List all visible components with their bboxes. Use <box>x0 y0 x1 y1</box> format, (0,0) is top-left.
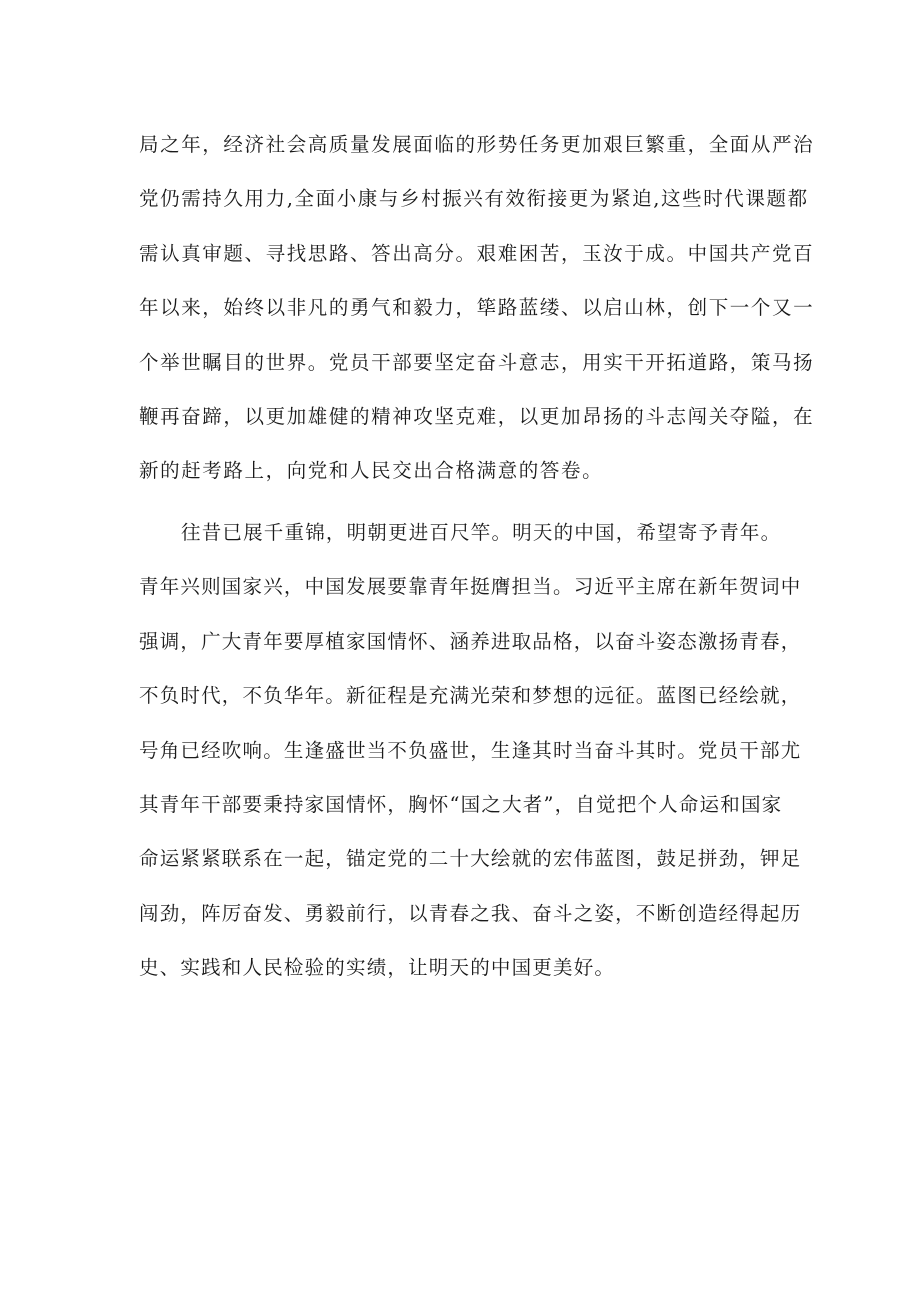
paragraph-line: 需认真审题、寻找思路、答出高分。艰难困苦，玉汝于成。中国共产党百 <box>139 241 815 265</box>
paragraph-line: 年以来，始终以非凡的勇气和毅力，筚路蓝缕、以启山林，创下一个又一 <box>139 296 815 320</box>
paragraph-line: 鞭再奋蹄，以更加雄健的精神攻坚克难，以更加昂扬的斗志闯关夺隘，在 <box>139 404 815 428</box>
paragraph-line: 新的赶考路上，向党和人民交出合格满意的答卷。 <box>139 459 604 483</box>
paragraph-line: 闯劲，阵厉奋发、勇毅前行，以青春之我、奋斗之姿，不断创造经得起历 <box>139 901 802 925</box>
paragraph-line: 党仍需持久用力,全面小康与乡村振兴有效衔接更为紧迫,这些时代课题都 <box>139 187 809 211</box>
paragraph-line: 命运紧紧联系在一起，锚定党的二十大绘就的宏伟蓝图，鼓足拼劲，钾足 <box>139 847 802 871</box>
paragraph-2 <box>139 518 802 1008</box>
paragraph-line: 其青年干部要秉持家国情怀，胸怀“国之大者”，自觉把个人命运和国家 <box>139 792 783 816</box>
paragraph-line: 史、实践和人民检验的实绩，让明天的中国更美好。 <box>139 956 616 980</box>
paragraph-line: 个举世瞩目的世界。党员干部要坚定奋斗意志，用实干开拓道路，策马扬 <box>139 350 815 374</box>
paragraph-line: 号角已经吹响。生逢盛世当不负盛世，生逢其时当奋斗其时。党员干部尤 <box>139 738 802 762</box>
paragraph-line: 局之年，经济社会高质量发展面临的形势任务更加艰巨繁重，全面从严治 <box>139 133 815 156</box>
paragraph-line: 强调，广大青年要厚植家国情怀、涵养进取品格，以奋斗姿态激扬青春， <box>139 629 802 653</box>
paragraph-line: 往昔已展千重锦，明朝更进百尺竿。明天的中国，希望寄予青年。 <box>181 521 782 544</box>
paragraph-line: 不负时代，不负华年。新征程是充满光荣和梦想的远征。蓝图已经绘就， <box>139 684 802 708</box>
paragraph-1 <box>139 130 815 511</box>
paragraph-line: 青年兴则国家兴，中国发展要靠青年挺膺担当。习近平主席在新年贺词中 <box>139 575 802 599</box>
